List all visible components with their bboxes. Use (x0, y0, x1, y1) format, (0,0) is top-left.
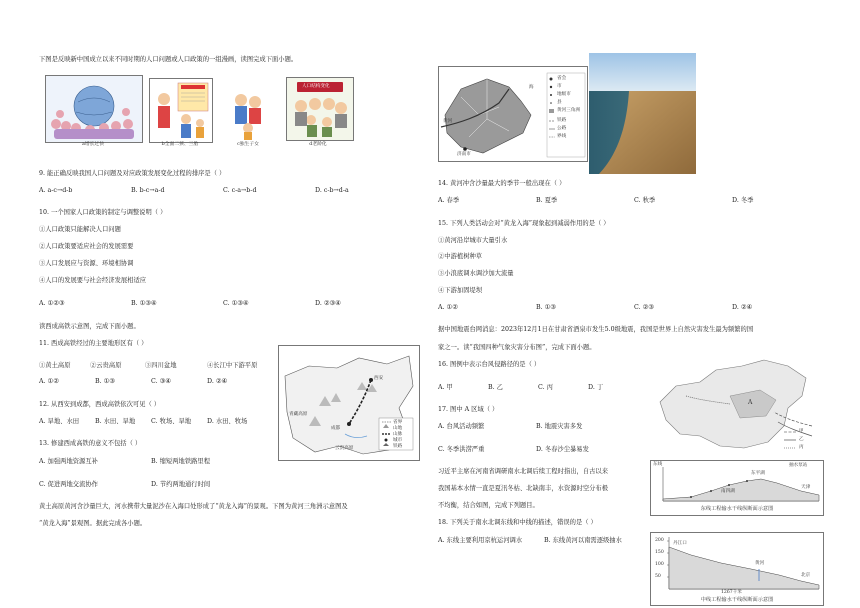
hazard-map-label-a: A (748, 399, 753, 406)
mid-profile-label-danjiangkou: 丹江口 (673, 541, 687, 546)
q10-item-4: ④人口的发展要与社会经济发展相适应 (39, 277, 147, 284)
q11-option-c: C. ③④ (151, 378, 171, 385)
cartoon-d (286, 77, 354, 141)
q9-option-b: B. b-c→a-d (131, 187, 165, 194)
delta-legend-road: 公路 (557, 126, 567, 131)
q11-item-3: ③四川盆地 (145, 362, 177, 369)
mid-profile-ytick-100: 100 (655, 562, 664, 567)
intro-4-line1: 据中国地震台网消息：2023年12月1日在甘肃省酒泉市发生5.0级地震，我国是世界上自然灾害发生最为频繁的国 (438, 326, 754, 333)
q18-stem: 18. 下列关于南水北调东线和中线的描述，错误的是（ ） (438, 519, 597, 526)
q13-stem: 13. 修建西成高铁的意义不包括（ ） (39, 440, 142, 447)
map-label-xian: 西安 (374, 376, 384, 381)
east-route-profile (650, 460, 824, 516)
cartoon-a (45, 75, 143, 143)
intro-text: 下图是反映新中国成立以来不同时期的人口问题或人口政策的一组漫画，读图完成下面小题。 (39, 56, 298, 63)
q16-stem: 16. 图例中表示台风侵路径的是（ ） (438, 361, 541, 368)
yellow-river-delta-map (438, 66, 588, 162)
q14-option-c: C. 秋季 (634, 197, 656, 204)
east-profile-title: 东线工程输水干线纵断面示意图 (700, 506, 774, 512)
q15-option-d: D. ②④ (732, 304, 753, 311)
q10-option-d: D. ②③④ (315, 300, 341, 307)
delta-legend-capital: 省会 (557, 76, 567, 81)
q11-item-1: ①黄土高原 (39, 362, 71, 369)
intro-5-line3: 不均衡，结合如图，完成下列题目。 (438, 502, 539, 509)
q11-stem: 11. 西成高铁经过的主要地形区有（ ） (39, 340, 148, 347)
legend-railway: 铁路 (393, 444, 403, 449)
q15-option-c: C. ②③ (634, 304, 654, 311)
delta-label-sea: 海 (529, 85, 534, 90)
q10-item-2: ②人口政策要适应社会的发展需要 (39, 243, 134, 250)
q16-option-c: C. 丙 (538, 384, 553, 391)
q10-option-a: A. ①②③ (39, 300, 65, 307)
q11-option-a: A. ①② (39, 378, 59, 385)
east-profile-label-nansihu: 南四湖 (721, 489, 735, 494)
q15-item-1: ①黄河沿岸城市大量引水 (438, 237, 508, 244)
mid-profile-label-huanghe: 黄河 (755, 561, 765, 566)
q12-option-b: B. 水田、旱地 (95, 418, 136, 425)
map-label-chengdu: 成都 (331, 426, 341, 431)
q15-stem: 15. 下列人类活动会对“黄龙入海”现象起到减弱作用的是（ ） (438, 220, 610, 227)
q10-item-1: ①人口政策只能解决人口问题 (39, 226, 121, 233)
delta-legend-delta: 黄河三角洲 (557, 108, 580, 113)
delta-legend-city: 市 (557, 84, 562, 89)
q17-option-d: D. 冬春沙尘暴易发 (536, 446, 589, 453)
q12-option-a: A. 旱地、水田 (39, 418, 80, 425)
q12-option-c: C. 牧场、旱地 (151, 418, 192, 425)
mid-profile-label-distance: 1267千米 (721, 590, 742, 595)
q15-option-a: A. ①② (438, 304, 458, 311)
q9-option-c: C. c-a→b-d (223, 187, 257, 194)
east-profile-label-dongpinghu: 东平湖 (751, 471, 765, 476)
hazard-legend-yi: 乙 (799, 437, 804, 442)
cartoon-d-sign: 人口结构变化 (302, 84, 330, 89)
q12-stem: 12. 从西安到成都，西成高铁依次可见（ ） (39, 401, 161, 408)
hazard-legend-jia: 甲 (799, 429, 804, 434)
east-profile-label-dongxian: 东线 (653, 462, 663, 467)
delta-legend-prefecture: 地级市 (557, 92, 571, 97)
china-hazard-map (656, 356, 816, 456)
delta-legend-railway: 铁路 (557, 118, 567, 123)
cartoon-c-caption: c独生子女 (237, 142, 259, 147)
q15-option-b: B. ①③ (536, 304, 556, 311)
q14-option-b: B. 夏季 (536, 197, 558, 204)
middle-route-profile (650, 532, 824, 606)
mid-profile-title: 中线工程输水干线纵断面示意图 (700, 597, 774, 603)
cartoon-b (149, 78, 213, 143)
intro-4-line2: 家之一。读“我国四种气象灾害分布图”，完成下面小题。 (438, 344, 596, 351)
q15-item-2: ②中游植树种草 (438, 253, 483, 260)
q17-option-b: B. 地震灾害多发 (536, 423, 583, 430)
legend-mountain-range: 山脉 (393, 432, 403, 437)
q9-option-a: A. a-c→d-b (39, 187, 73, 194)
delta-label-jinan: 济南市 (457, 152, 471, 157)
delta-legend-boundary: 界线 (557, 134, 567, 139)
q12-option-d: D. 水田、牧场 (207, 418, 248, 425)
east-profile-label-tianjin: 天津 (801, 485, 811, 490)
hazard-legend-bing: 丙 (799, 445, 804, 450)
q14-option-d: D. 冬季 (732, 197, 754, 204)
q11-option-b: B. ①③ (95, 378, 115, 385)
mid-profile-ytick-50: 50 (655, 574, 661, 579)
cartoon-b-caption: b全面二孩、三胎 (161, 142, 199, 147)
delta-legend-county: 县 (557, 100, 562, 105)
q10-item-3: ③人口发展应与资源、环境相协调 (39, 260, 134, 267)
q13-option-d: D. 节约两地通行时间 (151, 481, 211, 488)
legend-provincial-border: 省界 (393, 420, 403, 425)
legend-city: 城市 (393, 438, 403, 443)
mid-profile-ytick-200: 200 (655, 538, 664, 543)
q17-option-c: C. 冬季洪涝严重 (438, 446, 485, 453)
q17-stem: 17. 图中 A 区域（ ） (438, 406, 499, 413)
mid-profile-label-beijing: 北京 (801, 573, 811, 578)
q10-option-c: C. ①③④ (223, 300, 249, 307)
q10-stem: 10. 一个国家人口政策的制定与调整说明（ ） (39, 209, 167, 216)
cartoon-d-caption: d老龄化 (309, 142, 327, 147)
intro-5-line2: 我国基本水情一直是夏汛冬枯、北缺南丰，水资源时空分布极 (438, 485, 609, 492)
q18-option-b: B. 东线黄河以南需逐级抽水 (544, 537, 622, 544)
q14-stem: 14. 黄河冲含沙量最大的季节一般出现在（ ） (438, 180, 566, 187)
q16-option-a: A. 甲 (438, 384, 453, 391)
q13-option-c: C. 促进两地交流协作 (39, 481, 98, 488)
map-label-yungui: 云贵高原 (335, 446, 354, 451)
map-label-qingzang: 青藏高原 (289, 412, 308, 417)
yellow-dragon-photo (589, 53, 696, 174)
q16-option-d: D. 丁 (588, 384, 604, 391)
q9-option-d: D. c-b→d-a (315, 187, 349, 194)
q13-option-b: B. 缩短两地铁路里程 (151, 458, 211, 465)
intro-3-line1: 黄土高原黄河含沙量巨大，河水携带大量泥沙在入海口处形成了“黄龙入海”的景观。下图为黄河三角洲示意图及 (39, 503, 348, 510)
intro-3-line2: “黄龙入海”景观图。据此完成各小题。 (39, 520, 147, 527)
q11-option-d: D. ②④ (207, 378, 228, 385)
q15-item-4: ④下游加固堤坝 (438, 287, 483, 294)
q13-option-a: A. 加强两地资源互补 (39, 458, 98, 465)
q17-option-a: A. 台风活动频繁 (438, 423, 485, 430)
delta-label-huanghe: 黄河 (443, 119, 453, 124)
mid-profile-ytick-150: 150 (655, 550, 664, 555)
q9-stem: 9. 能正确反映我国人口问题及对应政策发展变化过程的排序是（ ） (39, 170, 226, 177)
q16-option-b: B. 乙 (488, 384, 503, 391)
q15-item-3: ③小浪底调水调沙加大流量 (438, 270, 514, 277)
q10-option-b: B. ①③④ (131, 300, 157, 307)
q14-option-a: A. 春季 (438, 197, 460, 204)
intro-2: 读西成高铁示意图，完成下面小题。 (39, 323, 140, 330)
east-profile-legend-pump: 抽水泵站 (789, 463, 808, 468)
q18-option-a: A. 东线主要利用京杭运河调水 (438, 537, 523, 544)
intro-5-line1: 习近平主席在河南省调研南水北调后续工程时指出，自古以来 (438, 468, 609, 475)
xicheng-rail-map (278, 345, 420, 461)
q11-item-4: ④长江中下游平原 (207, 362, 258, 369)
cartoon-a-caption: a增长过快 (81, 142, 105, 147)
cartoon-c (225, 90, 271, 140)
q11-item-2: ②云贵高原 (90, 362, 122, 369)
legend-mountain: 山地 (393, 426, 403, 431)
